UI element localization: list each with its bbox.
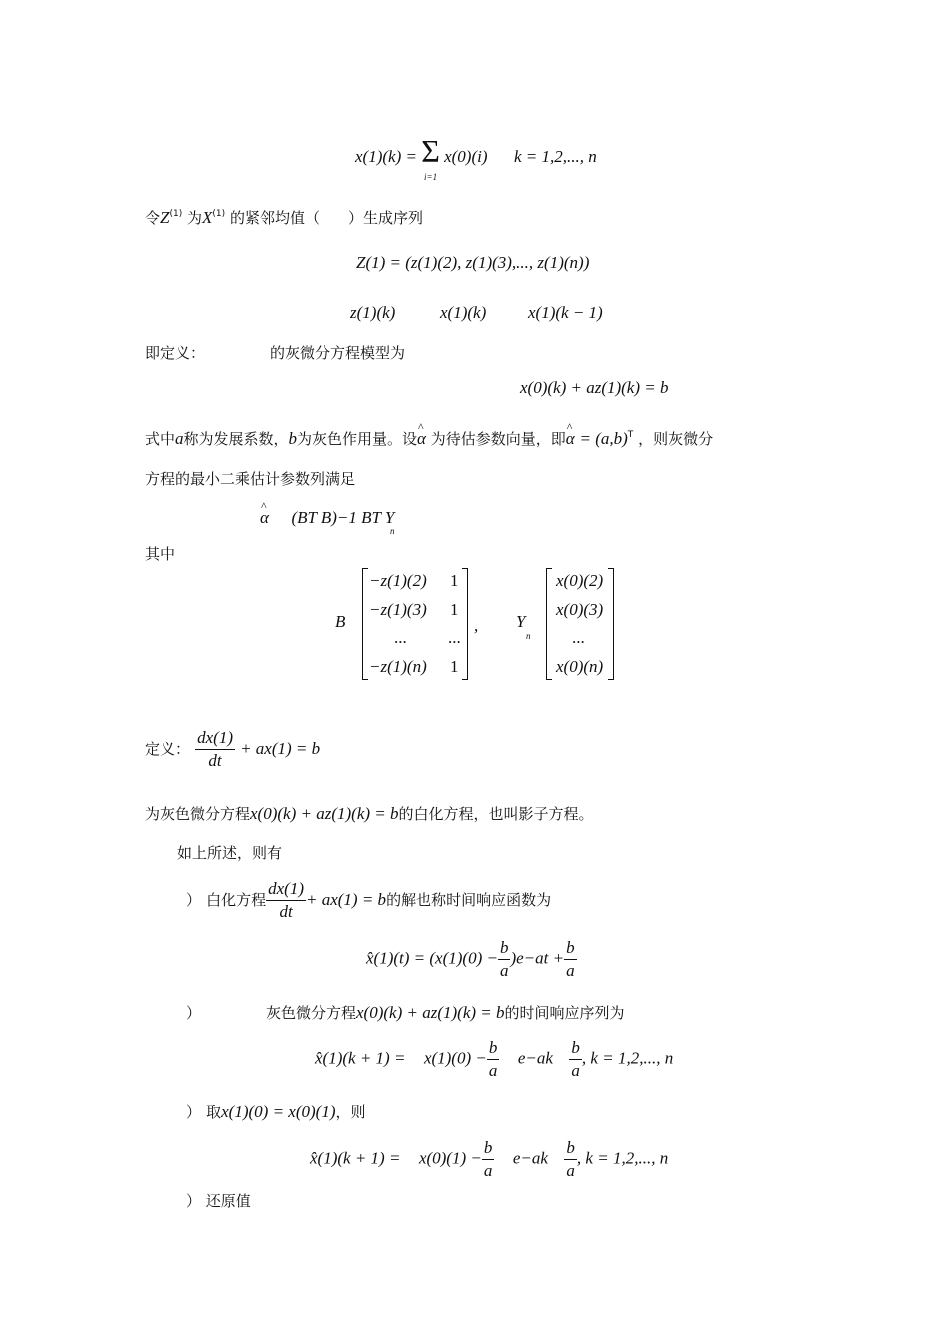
para1-p3: 为灰色作用量。设 (297, 430, 418, 448)
seq2-frac2 (564, 1137, 577, 1182)
item4-line (186, 1190, 251, 1211)
white-definition (145, 727, 320, 772)
seq2-frac1 (482, 1137, 495, 1182)
item2-line (266, 1002, 625, 1023)
para1-b: b (288, 429, 298, 448)
resp-num: b (498, 937, 511, 960)
item2-a: 灰色微分方程 (266, 1004, 357, 1022)
z-symbol: Z (160, 208, 170, 227)
white-def-den: dt (208, 751, 222, 770)
def-line-b: 的灰微分方程模型为 (270, 344, 406, 362)
matrix-b-r3c1: 1 (450, 657, 459, 676)
zk-term-c: x(1)(k − 1) (528, 303, 603, 322)
matrix-y-r0: x(0)(2) (556, 571, 604, 590)
matrix-b-r2c1: ... (448, 628, 461, 647)
seq1-mid: x(1)(0) − (423, 1048, 487, 1068)
matrix-b-r3c0: −z(1)(n) (369, 657, 427, 676)
item3-eq: x(1)(0) = x(0)(1) (221, 1102, 336, 1121)
x-symbol: X (202, 208, 213, 227)
matrix-y-r2: ... (572, 628, 585, 647)
item3-paren: ） (186, 1103, 202, 1121)
seq2-lhs: x̂(1)(k + 1) = (310, 1148, 401, 1168)
matrix-b-r0c1: 1 (450, 571, 459, 590)
rushang-line: 如上所述，则有 (177, 844, 283, 862)
resp-frac1 (498, 937, 511, 982)
item1-b: 的解也称时间响应函数为 (386, 891, 552, 909)
seq1-frac2 (569, 1037, 582, 1082)
matrix-y-r3: x(0)(n) (556, 657, 604, 676)
alpha-hat: ^ α (417, 429, 426, 449)
item1-rest: + ax(1) = b (306, 890, 387, 909)
para1-p1: 式中 (145, 430, 176, 448)
white-def-fraction (195, 727, 235, 772)
ago-lhs: x(1)(k) = (355, 147, 417, 166)
z-intro-post2: ）生成序列 (347, 209, 423, 227)
matrix-y-r1: x(0)(3) (556, 600, 604, 619)
seq1-den: a (488, 1061, 498, 1080)
white-line-a: 为灰色微分方程 (145, 805, 251, 823)
seq1-exp: e−ak (517, 1048, 553, 1068)
ls-body: (BT B)−1 BT Y (291, 508, 395, 527)
white-line-eq: x(0)(k) + az(1)(k) = b (250, 804, 399, 823)
para1-p2: 称为发展系数， (183, 430, 289, 448)
para1-a: a (175, 429, 184, 448)
matrix-b-label: B (335, 612, 346, 631)
item1-den: dt (279, 902, 293, 921)
resp-num2: b (564, 937, 577, 960)
matrix-b-right-bracket (462, 568, 468, 680)
matrix-b-left-bracket (362, 568, 368, 680)
qizhong-label: 其中 (145, 545, 176, 563)
white-def-num: dx(1) (195, 727, 235, 750)
matrix-y-right-bracket (608, 568, 614, 680)
para1-line2: 方程的最小二乘估计参数列满足 (145, 470, 356, 488)
resp-den2: a (566, 961, 575, 980)
item1-line (186, 878, 551, 923)
item1-a: 白化方程 (206, 891, 267, 909)
ago-body: x(0)(i) (444, 147, 488, 166)
white-def-label: 定义： (145, 740, 191, 758)
param-vector: = (a,b) (579, 429, 628, 448)
ls-subscript: n (390, 526, 395, 536)
matrix-b-r1c1: 1 (450, 600, 459, 619)
seq1-equation (315, 1037, 673, 1082)
z-intro-line: 令$Z^{(1)}$ 为$X^{(1)}$ 的紧邻均值（ ）生成序列 (145, 208, 423, 227)
alpha-hat-2: ^ α (566, 429, 575, 449)
seq1-lhs: x̂(1)(k + 1) = (315, 1048, 406, 1068)
seq2-den2: a (566, 1161, 575, 1180)
zk-term-b: x(1)(k) (440, 303, 487, 322)
seq1-den2: a (571, 1061, 580, 1080)
white-line (145, 803, 594, 824)
def-line-a: 即定义： (145, 344, 206, 362)
matrix-b-r1c0: −z(1)(3) (369, 600, 427, 619)
alpha-hat-3: ^ α (260, 508, 269, 528)
white-line-b: 的白化方程，也叫影子方程。 (398, 805, 594, 823)
ago-condition: k = 1,2,..., n (514, 147, 597, 166)
para1-p5: ，则灰微分 (638, 430, 714, 448)
ago-lower-limit: i=1 (424, 172, 438, 182)
item4-a: 还原值 (205, 1192, 251, 1210)
item4-paren: ） (186, 1192, 202, 1210)
item2-b: 的时间响应序列为 (504, 1004, 625, 1022)
resp-mid: )e−at + (510, 948, 565, 968)
seq2-cond: , k = 1,2,..., n (576, 1148, 669, 1168)
matrix-b-r2c0: ... (394, 628, 407, 647)
seq2-den: a (483, 1161, 493, 1180)
sum-symbol: Σ (421, 133, 440, 169)
grey-equation: x(0)(k) + az(1)(k) = b (520, 378, 669, 397)
response-equation (366, 937, 577, 982)
item3-b: ，则 (335, 1103, 366, 1121)
z-intro-post: 的紧邻均值（ (229, 209, 320, 227)
resp-den: a (499, 961, 509, 980)
seq2-num2: b (564, 1137, 577, 1160)
resp-frac2 (564, 937, 577, 982)
matrix-b-comma: , (474, 616, 479, 635)
item2-eq: x(0)(k) + az(1)(k) = b (356, 1003, 505, 1022)
seq1-cond: , k = 1,2,..., n (581, 1048, 674, 1068)
item3-line (186, 1101, 366, 1122)
seq1-num: b (487, 1037, 500, 1060)
item3-a: 取 (206, 1103, 222, 1121)
seq2-num: b (482, 1137, 495, 1160)
ls-equation (260, 508, 394, 528)
z-intro-pre: 令 (145, 209, 161, 227)
seq1-frac1 (487, 1037, 500, 1082)
zk-term-a: z(1)(k) (350, 303, 396, 322)
item1-num: dx(1) (266, 878, 306, 901)
seq1-num2: b (569, 1037, 582, 1060)
item1-paren: ） (186, 891, 202, 909)
z-intro-mid: 为 (187, 209, 203, 227)
ago-equation (355, 133, 597, 170)
seq2-exp: e−ak (512, 1148, 548, 1168)
matrix-y-left-bracket (546, 568, 552, 680)
item2-paren: ） (186, 1004, 202, 1022)
seq2-equation (310, 1137, 668, 1182)
para1-p4: 为待估参数向量，即 (430, 430, 566, 448)
seq2-mid: x(0)(1) − (418, 1148, 482, 1168)
matrix-y-label: Y (516, 612, 526, 631)
item1-fraction (266, 878, 306, 923)
resp-lhs: x̂(1)(t) = (x(1)(0) − (366, 948, 498, 968)
matrix-b-r0c0: −z(1)(2) (369, 571, 427, 590)
para1-line1: 式中a称为发展系数，b为灰色作用量。设^ α 为待估参数向量，即^ $\alpha = (a,b)^T$ ，则灰微分 (145, 428, 713, 449)
z-sequence-equation: Z(1) = (z(1)(2), z(1)(3),..., z(1)(n)) (356, 253, 590, 272)
white-def-rest: + ax(1) = b (240, 739, 321, 758)
matrix-y-subscript: n (526, 631, 531, 641)
